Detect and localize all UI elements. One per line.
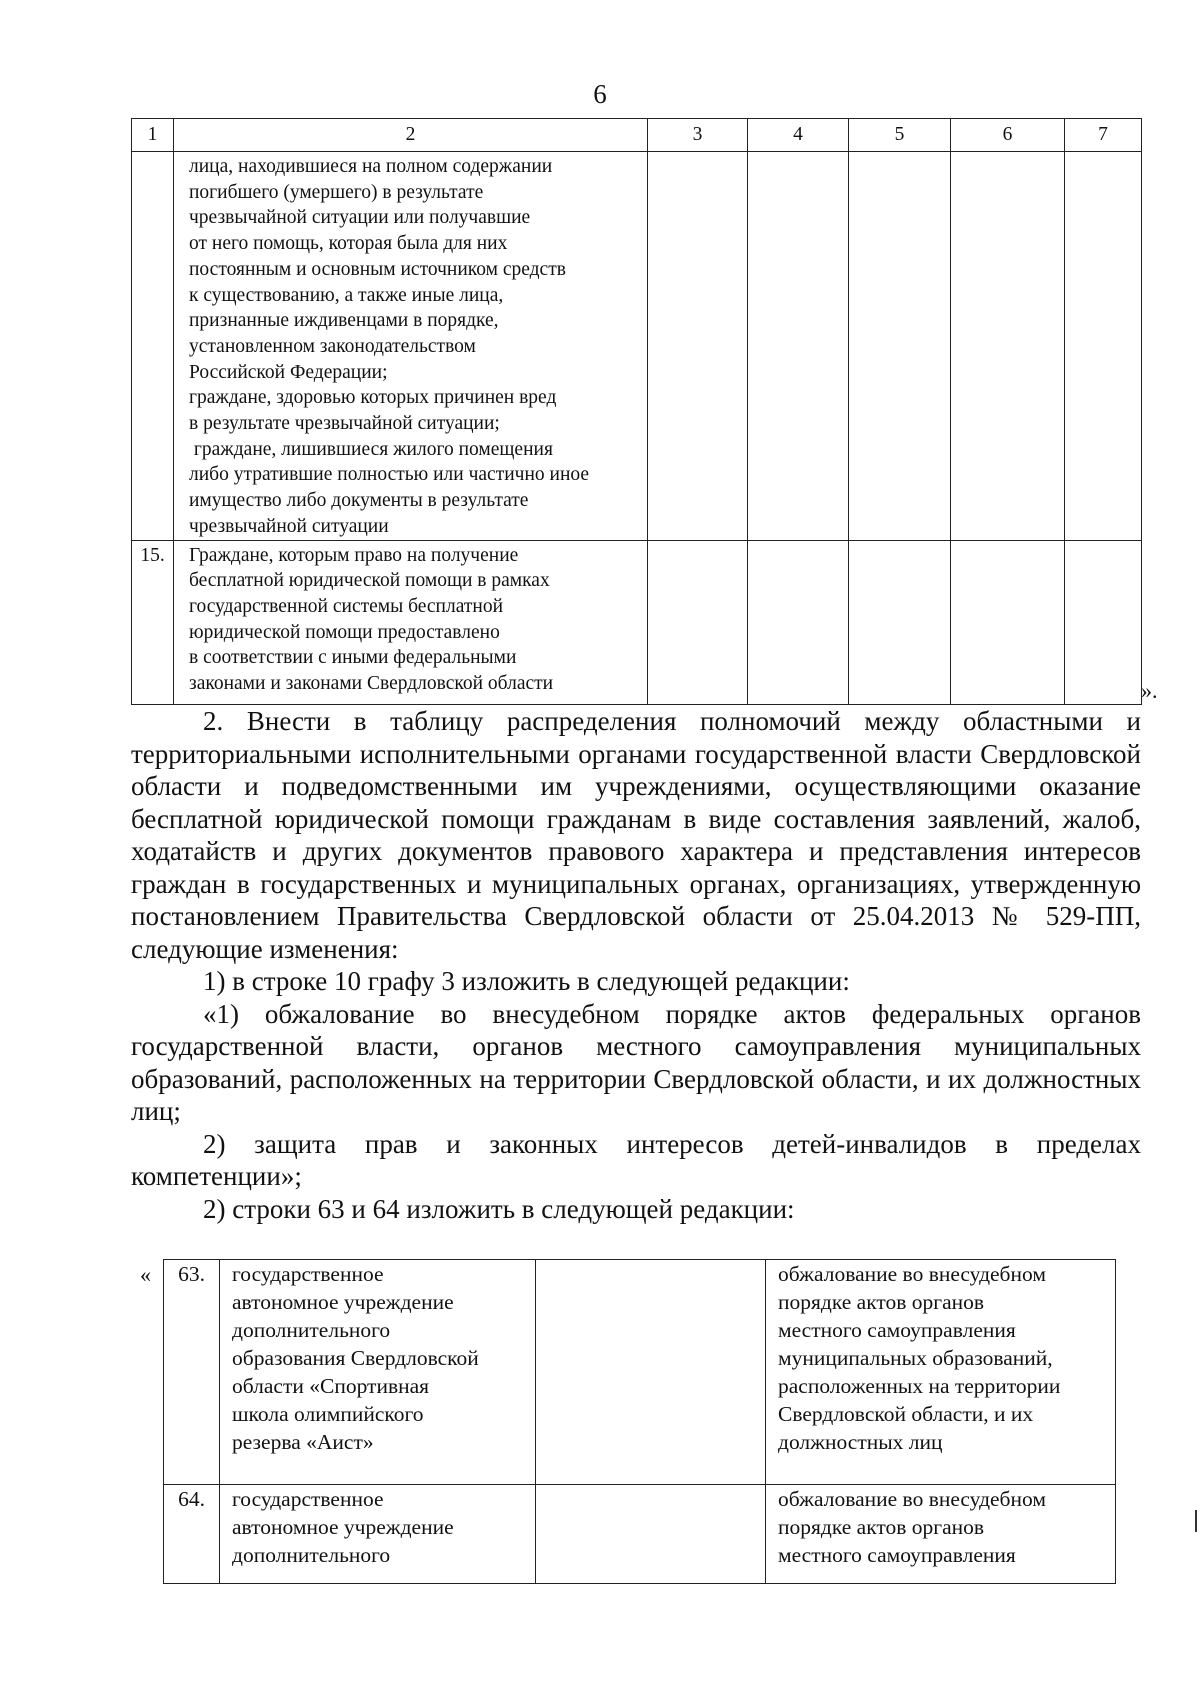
- table-row: [132, 540, 1142, 704]
- paragraph-quoted-text: «1) обжалование во внесудебном порядке актов федеральных органов государственной власти, органов местного самоуправления муниципальных образований, расположенных на территории Свердловской области, и их должностных лиц;: [131, 998, 1141, 1126]
- empty-cell: [1065, 152, 1142, 541]
- row-number: 64.: [164, 1485, 220, 1584]
- header-cell: 7: [1065, 119, 1142, 152]
- text-line: установленном законодательством: [189, 335, 476, 357]
- text-line: муниципальных образований,: [778, 1346, 1053, 1370]
- header-cell: 1: [132, 119, 174, 152]
- text-line: граждане, здоровью которых причинен вред: [189, 387, 557, 409]
- empty-cell: [648, 540, 748, 704]
- row-number: 15.: [132, 540, 174, 704]
- header-cell: 6: [951, 119, 1065, 152]
- text-line: имущество либо документы в результате: [189, 490, 529, 512]
- distribution-table: [131, 118, 1142, 705]
- text-line: лица, находившиеся на полном содержании: [189, 156, 553, 177]
- table-header-row: [132, 119, 1142, 152]
- table-row: [164, 1485, 1116, 1584]
- paragraph-item-2: 2) строки 63 и 64 изложить в следующей редакции:: [203, 1193, 795, 1224]
- rows-63-64-table: [163, 1259, 1116, 1584]
- paragraph-amendment: 2. Внести в таблицу распределения полномочий между областными и территориальными исполнительными органами государственной власти Свердловской области и подведомственными им учреждениями, осуществляющими оказание бесплатной юридической помощи гражданам в виде составления заявлений, жалоб, ходатайств и других документов правового характера и представления интересов граждан в государственных и муниципальных органах, организациях, утвержденную постановлением Правительства Свердловской области от 25.04.2013 № 529-ПП, следующие изменения:: [131, 706, 1141, 964]
- text-line: местного самоуправления: [778, 1543, 1016, 1567]
- text-line: либо утратившие полностью или частично иное: [189, 464, 590, 486]
- header-cell: 3: [648, 119, 748, 152]
- text-line: порядке актов органов: [778, 1290, 985, 1314]
- text-line: законами и законами Свердловской области: [189, 673, 554, 695]
- text-line: чрезвычайной ситуации: [189, 515, 389, 537]
- text-line: в результате чрезвычайной ситуации;: [189, 413, 500, 435]
- closing-quote: ».: [1141, 678, 1158, 703]
- table-row: [164, 1260, 1116, 1485]
- paragraph-item-1: 1) в строке 10 графу 3 изложить в следующей редакции:: [203, 966, 850, 996]
- header-cell: 4: [748, 119, 849, 152]
- empty-cell: [1065, 540, 1142, 704]
- text-line: автономное учреждение: [232, 1515, 454, 1539]
- row-number: 63.: [164, 1260, 220, 1485]
- text-line: чрезвычайной ситуации или получавшие: [189, 207, 531, 229]
- opening-quote: «: [140, 1262, 151, 1287]
- row-description: [174, 152, 648, 541]
- text-line: области «Спортивная: [232, 1374, 430, 1398]
- empty-cell: [748, 540, 849, 704]
- empty-cell: [849, 540, 951, 704]
- empty-cell: [536, 1485, 766, 1584]
- empty-cell: [849, 152, 951, 541]
- document-body: [131, 705, 1141, 1225]
- text-line: признанные иждивенцами в порядке,: [189, 310, 499, 332]
- powers-cell: [766, 1260, 1116, 1485]
- institution-cell: [220, 1485, 536, 1584]
- text-line: граждане, лишившиеся жилого помещения: [189, 438, 553, 460]
- text-line: бесплатной юридической помощи в рамках: [189, 570, 550, 592]
- text-line: обжалование во внесудебном: [778, 1262, 1046, 1286]
- text-line: порядке актов органов: [778, 1515, 985, 1539]
- text-line: образования Свердловской: [232, 1346, 479, 1370]
- empty-cell: [748, 152, 849, 541]
- text-line: государственное: [232, 1262, 384, 1286]
- text-line: к существованию, а также иные лица,: [189, 284, 504, 306]
- text-line: постоянным и основным источником средств: [189, 258, 566, 280]
- text-line: Российской Федерации;: [189, 361, 388, 383]
- text-line: юридической помощи предоставлено: [189, 621, 500, 643]
- text-line: должностных лиц: [778, 1430, 943, 1454]
- row-number: [132, 152, 174, 541]
- text-line: государственное: [232, 1487, 384, 1511]
- powers-cell: [766, 1485, 1116, 1584]
- text-line: погибшего (умершего) в результате: [189, 181, 484, 203]
- text-line: автономное учреждение: [232, 1290, 454, 1314]
- paragraph-quoted-text-2: 2) защита прав и законных интересов детей-инвалидов в пределах компетенции»;: [131, 1128, 1141, 1191]
- empty-cell: [648, 152, 748, 541]
- text-line: дополнительного: [232, 1318, 391, 1342]
- text-line: в соответствии с иными федеральными: [189, 647, 517, 669]
- institution-cell: [220, 1260, 536, 1485]
- header-cell: 2: [174, 119, 648, 152]
- margin-mark: [1195, 1510, 1197, 1532]
- text-line: государственной системы бесплатной: [189, 595, 504, 617]
- table-row: [132, 152, 1142, 541]
- text-line: местного самоуправления: [778, 1318, 1016, 1342]
- empty-cell: [951, 152, 1065, 541]
- text-line: расположенных на территории: [778, 1374, 1061, 1398]
- row-description: [174, 540, 648, 704]
- page-number: 6: [593, 79, 607, 109]
- empty-cell: [951, 540, 1065, 704]
- text-line: от него помощь, которая была для них: [189, 233, 508, 255]
- empty-cell: [536, 1260, 766, 1485]
- text-line: резерва «Аист»: [232, 1430, 374, 1454]
- text-line: Граждане, которым право на получение: [189, 544, 519, 566]
- header-cell: 5: [849, 119, 951, 152]
- text-line: школа олимпийского: [232, 1402, 424, 1426]
- text-line: обжалование во внесудебном: [778, 1487, 1046, 1511]
- text-line: дополнительного: [232, 1543, 391, 1567]
- text-line: Свердловской области, и их: [778, 1402, 1034, 1426]
